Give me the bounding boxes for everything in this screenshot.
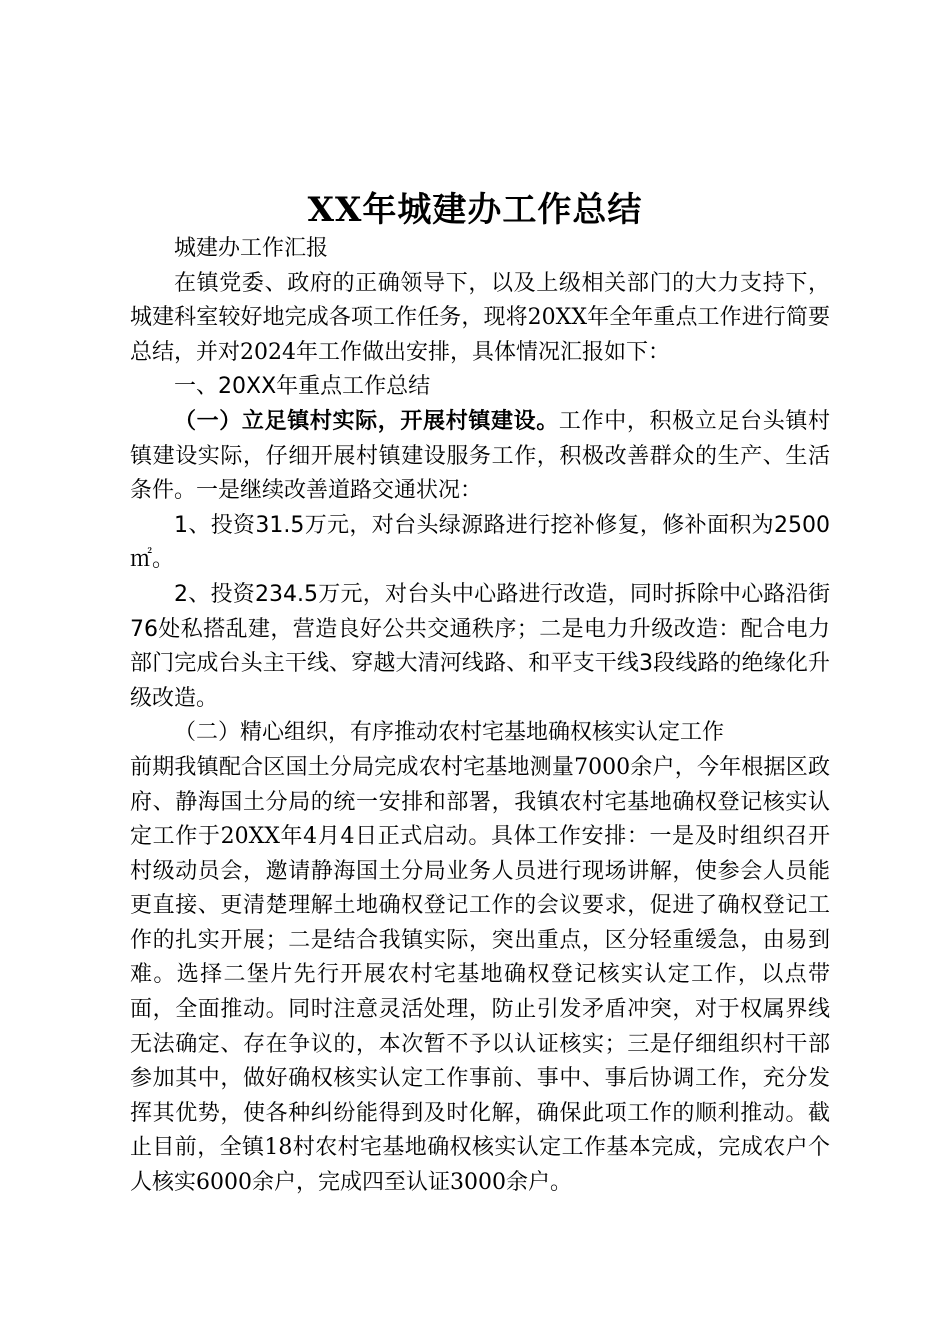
document-title: XX年城建办工作总结 (307, 190, 643, 230)
paragraph-introduction (130, 267, 830, 371)
paragraph-report-heading (130, 232, 830, 267)
subsection-heading: （一）立足镇村实际，开展村镇建设。 (174, 408, 559, 434)
document-body (130, 232, 830, 1201)
list-item-1 (130, 509, 830, 578)
paragraph-text: 前期我镇配合区国土分局完成农村宅基地测量7000余户，今年根据区政府、静海国土分局的统一安排和部署，我镇农村宅基地确权登记核实认定工作于20XX年4月4日正式启动。具体工作安排：一是及时组织召开村级动员会，邀请静海国土分局业务人员进行现场讲解，使参会人员能更直接、更清楚理解土地确权登记工作的会议要求，促进了确权登记工作的扎实开展；二是结合我镇实际，突出重点，区分轻重缓急，由易到难。选择二堡片先行开展农村宅基地确权登记核实认定工作，以点带面，全面推动。同时注意灵活处理，防止引发矛盾冲突，对于权属界线无法确定、存在争议的，本次暂不予以认证核实；三是仔细组织村干部参加其中，做好确权核实认定工作事前、事中、事后协调工作，充分发挥其优势，使各种纠纷能得到及时化解，确保此项工作的顺利推动。截止目前，全镇18村农村宅基地确权核实认定工作基本完成，完成农户个人核实6000余户，完成四至认证3000余户。 (130, 754, 830, 1196)
paragraph-text: （二）精心组织，有序推动农村宅基地确权核实认定工作 (174, 720, 725, 746)
paragraph-homestead-confirmation (130, 751, 830, 1201)
list-item-2 (130, 578, 830, 716)
paragraph-text: 2、投资234.5万元，对台头中心路进行改造，同时拆除中心路沿街76处私搭乱建，营造良好公共交通秩序；二是电力升级改造：配合电力部门完成台头主干线、穿越大清河线路、和平支干线3段线路的绝缘化升级改造。 (130, 581, 830, 711)
paragraph-village-construction (130, 405, 830, 509)
paragraph-text: 在镇党委、政府的正确领导下，以及上级相关部门的大力支持下，城建科室较好地完成各项工作任务，现将20XX年全年重点工作进行简要总结，并对2024年工作做出安排，具体情况汇报如下： (130, 270, 830, 365)
subsection-heading-2 (130, 716, 830, 751)
paragraph-text: 一、20XX年重点工作总结 (174, 374, 431, 400)
paragraph-text: 1、投资31.5万元，对台头绿源路进行挖补修复，修补面积为2500㎡。 (130, 512, 830, 573)
paragraph-text: 城建办工作汇报 (174, 236, 329, 261)
section-heading-1 (130, 370, 830, 405)
paragraph-text: 工作中，积极立足台头镇村镇建设实际，仔细开展村镇建设服务工作，积极改善群众的生产、生活条件。一是继续改善道路交通状况： (130, 408, 830, 504)
